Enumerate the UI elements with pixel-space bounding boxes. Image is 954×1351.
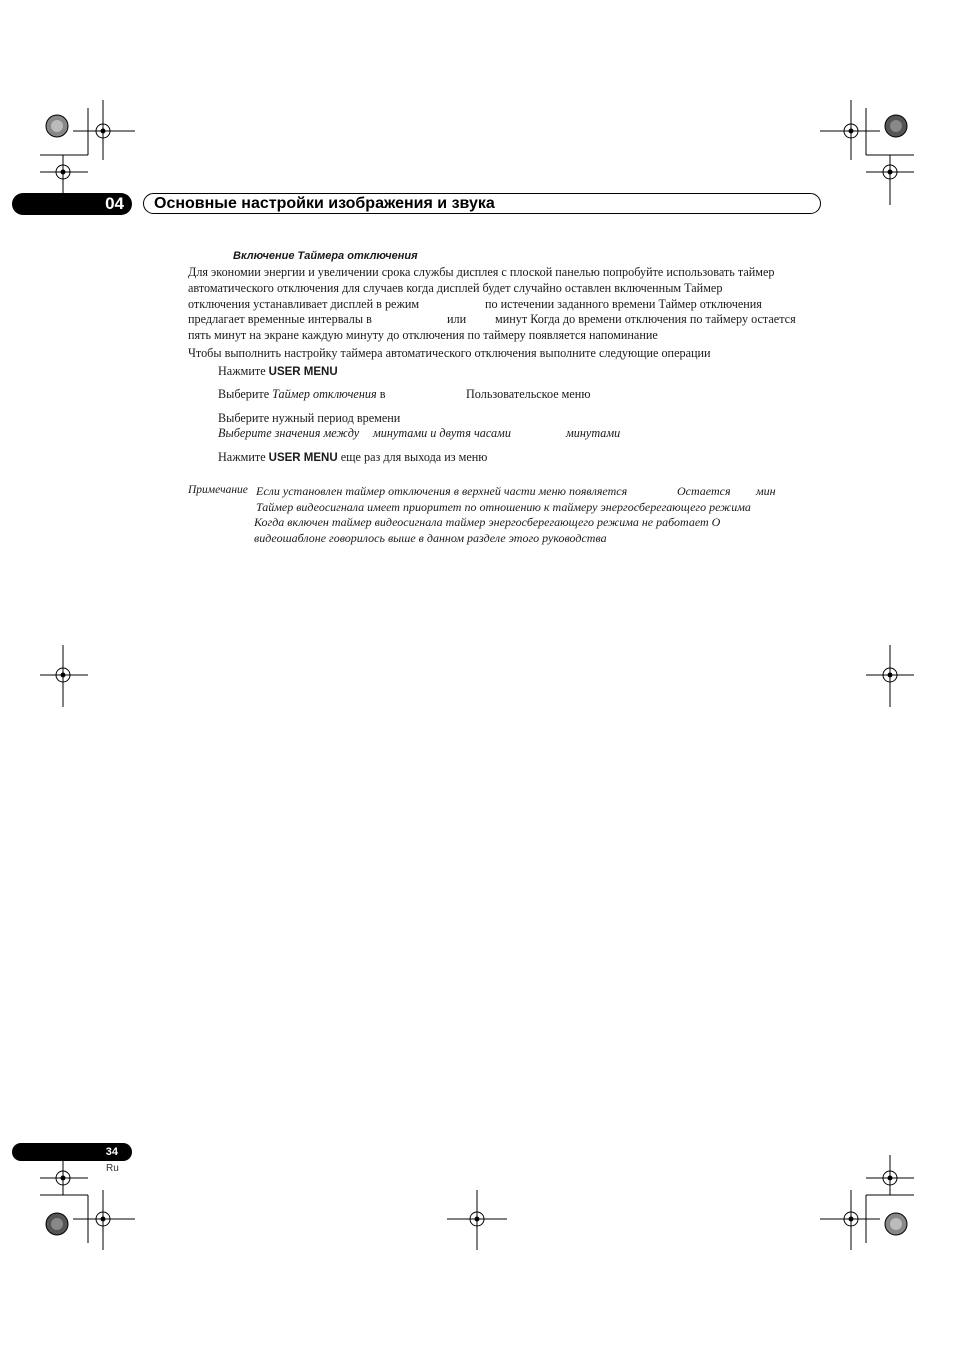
intro-line-1: Для экономии энергии и увеличении срока службы дисплея с плоской панелью попробуйте использовать таймер <box>188 265 775 279</box>
intro-line-5: пять минут на экране каждую минуту до отключения по таймеру появляется напоминание <box>188 328 658 342</box>
step-1 <box>218 364 338 379</box>
step-3-hint-a: Выберите значения между <box>218 426 360 440</box>
intro-line-4a: предлагает временные интервалы в <box>188 312 372 326</box>
step-4 <box>218 450 487 465</box>
note-line-1a: Если установлен таймер отключения в верхней части меню появляется <box>256 484 628 498</box>
note-line-2: Таймер видеосигнала имеет приоритет по отношению к таймеру энергосберегающего режима <box>256 500 751 514</box>
step-2 <box>218 387 385 402</box>
note-line-1b: Остается <box>677 484 731 498</box>
step-2-prefix: Выберите <box>218 387 270 401</box>
page-number: 34 <box>105 1146 118 1158</box>
page-number-badge <box>12 1143 132 1161</box>
intro-line-3a: отключения устанавливает дисплей в режим <box>188 297 420 311</box>
step-2-mid: в <box>379 387 386 401</box>
chapter-title-bar <box>143 193 821 214</box>
step-2-item: Таймер отключения <box>272 387 377 401</box>
intro-line-4c: минут Когда до времени отключения по таймеру остается <box>495 312 796 326</box>
step-3-hint-b: минутами и двутя часами <box>373 426 511 440</box>
note-line-4: видеошаблоне говорилось выше в данном разделе этого руководства <box>254 531 607 545</box>
step-4-prefix: Нажмите <box>218 450 266 464</box>
chapter-number-badge <box>12 193 132 215</box>
step-4-suffix: еще раз для выхода из меню <box>340 450 488 464</box>
step-3-hint-c: минутами <box>566 426 621 440</box>
user-menu-button-label-2: USER MENU <box>268 452 338 464</box>
step-1-prefix: Нажмите <box>218 364 266 378</box>
note-label: Примечание <box>188 484 248 496</box>
section-heading: Включение Таймера отключения <box>233 250 418 262</box>
procedure-intro: Чтобы выполнить настройку таймера автоматического отключения выполните следующие операции <box>188 346 711 360</box>
note-line-1c: мин <box>756 484 776 498</box>
step-3: Выберите нужный период времени <box>218 411 401 425</box>
step-2-menu: Пользовательское меню <box>466 387 591 401</box>
language-code: Ru <box>106 1163 119 1174</box>
user-menu-button-label: USER MENU <box>268 366 338 378</box>
note-line-3: Когда включен таймер видеосигнала таймер энергосберегающего режима не работает О <box>254 515 721 529</box>
chapter-number: 04 <box>105 194 124 213</box>
intro-line-4b: или <box>447 312 467 326</box>
intro-line-3b: по истечении заданного времени Таймер отключения <box>485 297 762 311</box>
chapter-title: Основные настройки изображения и звука <box>154 195 495 212</box>
intro-line-2: автоматического отключения для случаев когда дисплей будет случайно оставлен включенным Таймер <box>188 281 723 295</box>
